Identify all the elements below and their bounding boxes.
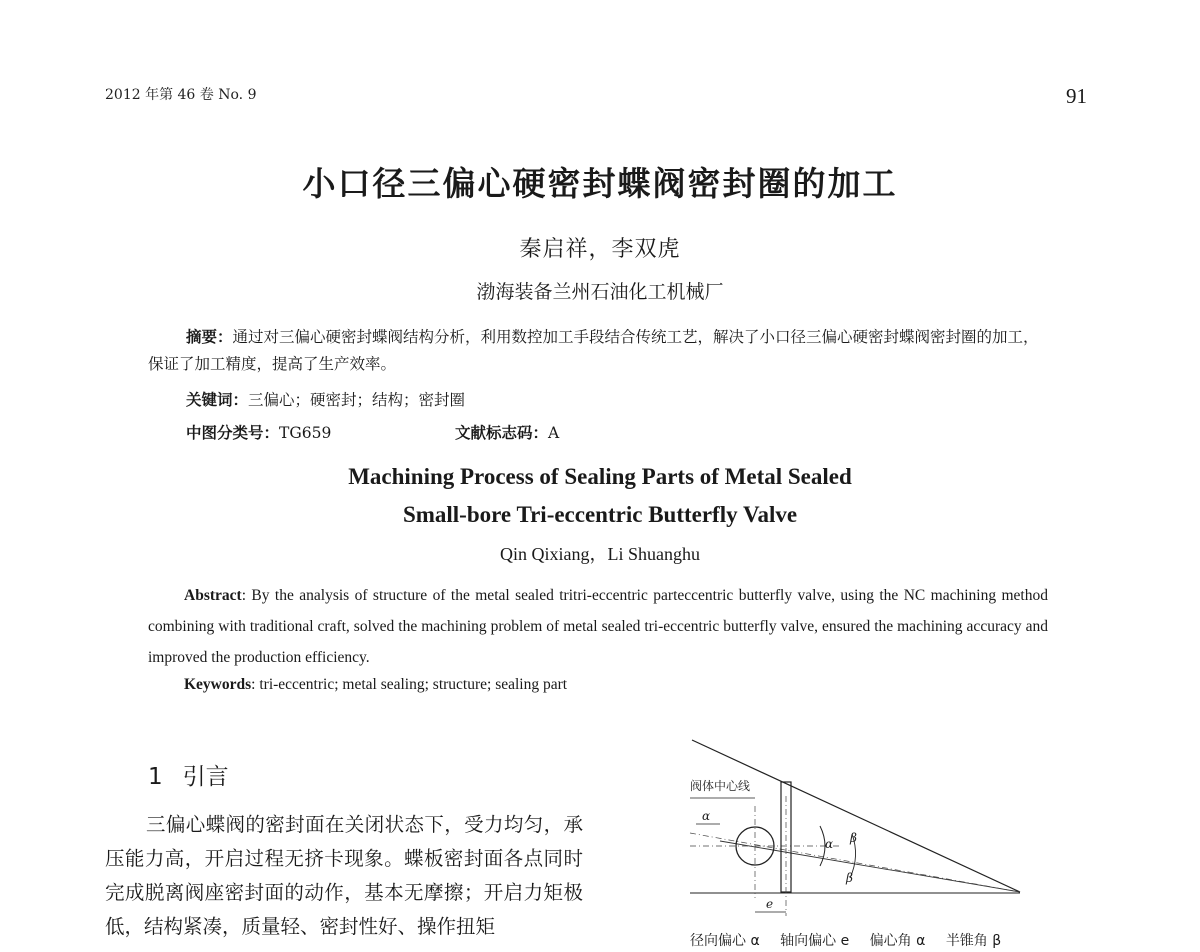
cone-lower-line [720, 841, 1020, 892]
clc-label: 中图分类号： [186, 424, 280, 442]
keywords-cn-text: 三偏心；硬密封；结构；密封圈 [248, 391, 466, 409]
paper-title-cn: 小口径三偏心硬密封蝶阀密封圈的加工 [302, 164, 898, 203]
keywords-en [184, 676, 567, 694]
section-title: 引言 [182, 764, 229, 790]
document-code [455, 421, 559, 443]
valve-geometry-figure [680, 736, 1040, 926]
paper-title-en-line1: Machining Process of Sealing Parts of Metal Sealed [348, 464, 852, 489]
caption-item-radial: 径向偏心 α [690, 933, 760, 949]
section-heading [148, 758, 229, 791]
page-number: 91 [1066, 84, 1087, 108]
figure-caption [690, 930, 1017, 950]
abstract-cn [148, 324, 1053, 378]
beta-upper-symbol: β [850, 831, 857, 845]
affiliation-cn: 渤海装备兰州石油化工机械厂 [476, 281, 724, 303]
keywords-cn [186, 388, 465, 410]
abstract-cn-text: 通过对三偏心硬密封蝶阀结构分析，利用数控加工手段结合传统工艺，解决了小口径三偏心硬密封蝶阀密封圈的加工，保证了加工精度，提高了生产效率。 [148, 328, 1039, 373]
abstract-en [148, 580, 1048, 673]
beta-lower-symbol: β [846, 871, 853, 885]
keywords-cn-label: 关键词： [186, 391, 249, 409]
paper-title-en-line2: Small-bore Tri-eccentric Butterfly Valve [402, 502, 798, 527]
section-number: 1 [148, 764, 163, 790]
cone-upper-line [692, 740, 1020, 892]
caption-item-axial: 轴向偏心 e [780, 933, 850, 949]
abstract-cn-label: 摘要： [186, 328, 233, 346]
centerline-label: 阀体中心线 [690, 779, 751, 793]
authors-cn: 秦启祥，李双虎 [519, 237, 681, 262]
alpha-angle-symbol: α [825, 837, 834, 851]
authors-en: Qin Qixiang，Li Shuanghu [500, 544, 700, 564]
journal-issue: 2012 年第 46 卷 No. 9 [105, 87, 257, 103]
doc-code-value: A [548, 424, 560, 442]
e-symbol: e [766, 897, 774, 911]
keywords-en-text: : tri-eccentric; metal sealing; structure; sealing part [251, 676, 568, 693]
clc-value: TG659 [279, 424, 332, 442]
abstract-en-text: : By the analysis of structure of the metal sealed tritri-eccentric parteccentric butterfly valve, using the NC machining method combining with traditional craft, solved the machining problem of metal sealed tri-eccentric butterfly valve, ensured the machining accuracy and improved the production efficiency. [148, 587, 1048, 666]
caption-item-angle: 偏心角 α [869, 933, 926, 949]
keywords-en-label: Keywords [184, 676, 252, 693]
abstract-en-label: Abstract [184, 587, 242, 604]
section-paragraph: 三偏心蝶阀的密封面在关闭状态下，受力均匀，承压能力高，开启过程无挤卡现象。蝶板密封面各点同时完成脱离阀座密封面的动作，基本无摩擦；开启力矩极低，结构紧凑，质量轻、密封性好、操作扭矩 [105, 813, 583, 938]
alpha-symbol: α [702, 809, 711, 823]
clc-number [186, 421, 331, 443]
doc-code-label: 文献标志码： [455, 424, 549, 442]
caption-item-halfcone: 半锥角 β [945, 933, 1002, 949]
